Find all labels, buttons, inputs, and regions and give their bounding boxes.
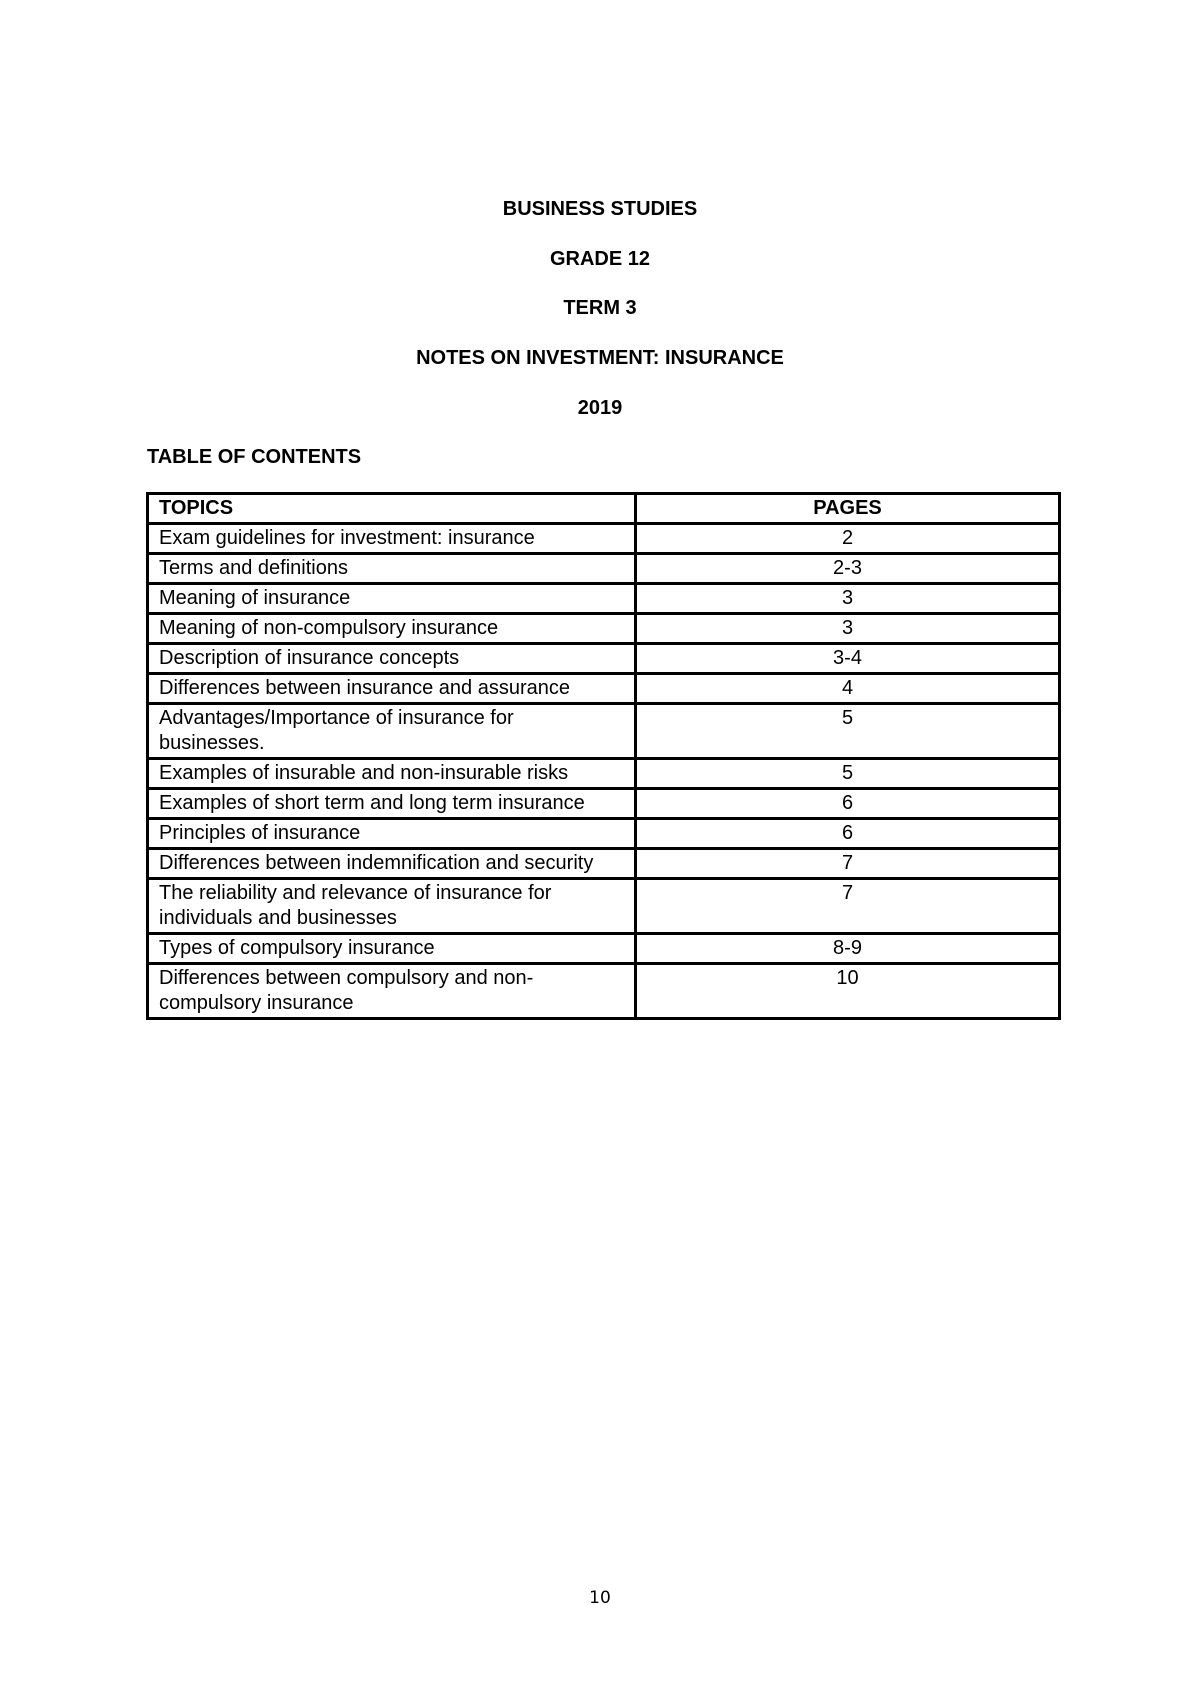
table-row [148,934,1060,964]
toc-header-pages: PAGES [636,494,1060,524]
toc-page: 8-9 [636,934,1060,964]
toc-page: 5 [636,704,1060,759]
toc-page: 3 [636,614,1060,644]
toc-page: 3 [636,584,1060,614]
table-row [148,789,1060,819]
table-row [148,554,1060,584]
table-row [148,849,1060,879]
table-row [148,759,1060,789]
toc-page: 6 [636,789,1060,819]
toc-topic: Terms and definitions [148,554,636,584]
subject-heading: BUSINESS STUDIES [502,198,698,220]
toc-header-topics: TOPICS [148,494,636,524]
table-row [148,704,1060,759]
toc-header-row [148,494,1060,524]
toc-table [146,492,1061,1020]
toc-topic: Differences between insurance and assurance [148,674,636,704]
toc-page: 5 [636,759,1060,789]
table-row [148,584,1060,614]
table-row [148,674,1060,704]
term-heading: TERM 3 [563,297,637,319]
table-row [148,964,1060,1019]
toc-topic: Differences between compulsory and non-compulsory insurance [148,964,636,1019]
grade-heading: GRADE 12 [549,248,651,270]
toc-topic: Meaning of non-compulsory insurance [148,614,636,644]
toc-topic: Exam guidelines for investment: insurance [148,524,636,554]
toc-topic: Meaning of insurance [148,584,636,614]
toc-topic: The reliability and relevance of insurance for individuals and businesses [148,879,636,934]
toc-topic: Differences between indemnification and security [148,849,636,879]
toc-page: 3-4 [636,644,1060,674]
toc-topic: Examples of short term and long term insurance [148,789,636,819]
page-number: 10 [589,1588,611,1608]
toc-page: 4 [636,674,1060,704]
table-row [148,644,1060,674]
table-row [148,614,1060,644]
toc-page: 7 [636,849,1060,879]
notes-title-heading: NOTES ON INVESTMENT: INSURANCE [416,347,784,369]
toc-topic: Advantages/Importance of insurance for businesses. [148,704,636,759]
toc-topic: Examples of insurable and non-insurable risks [148,759,636,789]
toc-title: TABLE OF CONTENTS [147,446,362,468]
table-row [148,879,1060,934]
year-heading: 2019 [577,397,623,419]
toc-topic: Types of compulsory insurance [148,934,636,964]
toc-page: 7 [636,879,1060,934]
table-row [148,524,1060,554]
toc-page: 2-3 [636,554,1060,584]
toc-page: 6 [636,819,1060,849]
table-row [148,819,1060,849]
toc-page: 10 [636,964,1060,1019]
toc-topic: Description of insurance concepts [148,644,636,674]
toc-topic: Principles of insurance [148,819,636,849]
toc-page: 2 [636,524,1060,554]
